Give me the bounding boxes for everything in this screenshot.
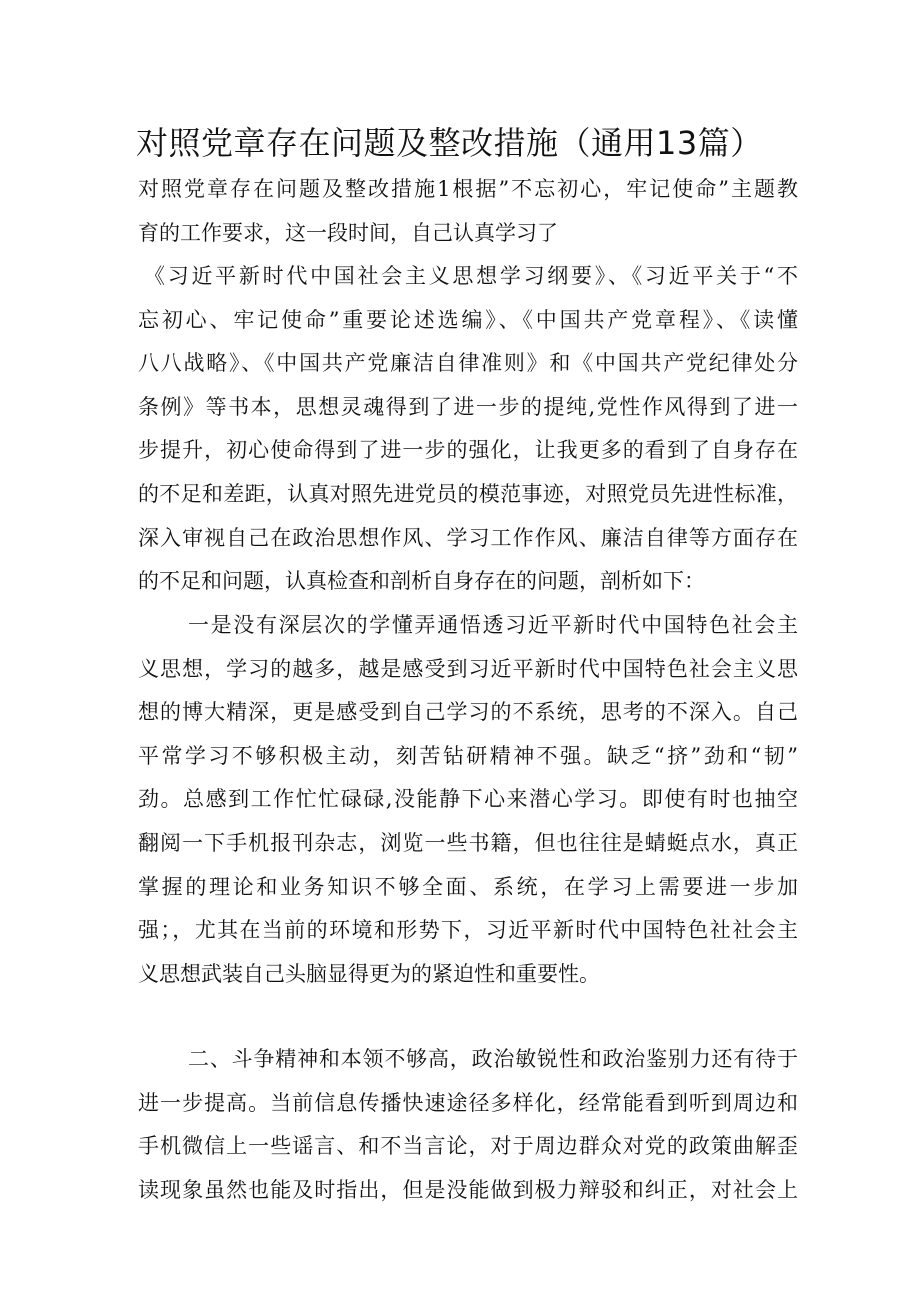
paragraph-line: 义思想武装自己头脑显得更为的紧迫性和重要性。 — [138, 961, 600, 986]
paragraph-line: 一是没有深层次的学懂弄通悟透习近平新时代中国特色社会主 — [188, 613, 798, 637]
paragraph-line: 手机微信上一些谣言、和不当言论，对于周边群众对党的政策曲解歪 — [138, 1134, 798, 1159]
paragraph-line: 对照党章存在问题及整改措施1根据”不忘初心，牢记使命”主题教 — [138, 177, 798, 201]
paragraph-reading-list — [138, 255, 798, 604]
paragraph-line: 深入审视自己在政治思想作风、学习工作作风、廉洁自律等方面存在 — [138, 525, 798, 550]
paragraph-line: 劲。总感到工作忙忙碌碌,没能静下心来潜心学习。即使有时也抽空 — [138, 787, 798, 812]
paragraph-point-one — [138, 604, 798, 996]
paragraph-line: 育的工作要求，这一段时间，自己认真学习了 — [138, 220, 558, 245]
paragraph-line: 进一步提高。当前信息传播快速途径多样化，经常能看到听到周边和 — [138, 1090, 798, 1115]
paragraph-line: 忘初心、牢记使命”重要论述选编》、《中国共产党章程》、《读懂 — [138, 307, 798, 332]
paragraph-line: 步提升，初心使命得到了进一步的强化，让我更多的看到了自身存在 — [138, 438, 798, 463]
paragraph-line: 《习近平新时代中国社会主义思想学习纲要》、《习近平关于“不 — [144, 264, 798, 288]
paragraph-line: 义思想，学习的越多，越是感受到习近平新时代中国特色社会主义思 — [138, 656, 798, 681]
paragraph-line: 平常学习不够积极主动，刻苦钻研精神不强。缺乏“挤”劲和“韧” — [138, 743, 798, 768]
paragraph-line: 的不足和差距，认真对照先进党员的模范事迹，对照党员先进性标准， — [138, 481, 798, 506]
paragraph-line: 翻阅一下手机报刊杂志，浏览一些书籍，但也往往是蜻蜓点水，真正 — [138, 830, 798, 855]
paragraph-line: 想的博大精深，更是感受到自己学习的不系统，思考的不深入。自己 — [138, 700, 798, 725]
paragraph-line: 的不足和问题，认真检查和剖析自身存在的问题，剖析如下： — [138, 569, 705, 594]
paragraph-point-two — [138, 1038, 798, 1212]
document-title: 对照党章存在问题及整改措施（通用13篇） — [136, 124, 763, 162]
paragraph-line: 强；，尤其在当前的环境和形势下，习近平新时代中国特色社社会主 — [138, 918, 798, 943]
paragraph-line: 八八战略》、《中国共产党廉洁自律准则》和《中国共产党纪律处分 — [138, 351, 798, 376]
paragraph-line: 掌握的理论和业务知识不够全面、系统，在学习上需要进一步加 — [138, 874, 798, 899]
paragraph-line: 二、斗争精神和本领不够高，政治敏锐性和政治鉴别力还有待于 — [188, 1047, 798, 1071]
paragraph-intro — [138, 168, 798, 255]
paragraph-line: 读现象虽然也能及时指出，但是没能做到极力辩驳和纠正，对社会上 — [138, 1177, 798, 1202]
paragraph-line: 条例》等书本，思想灵魂得到了进一步的提纯,党性作风得到了进一 — [138, 394, 798, 419]
